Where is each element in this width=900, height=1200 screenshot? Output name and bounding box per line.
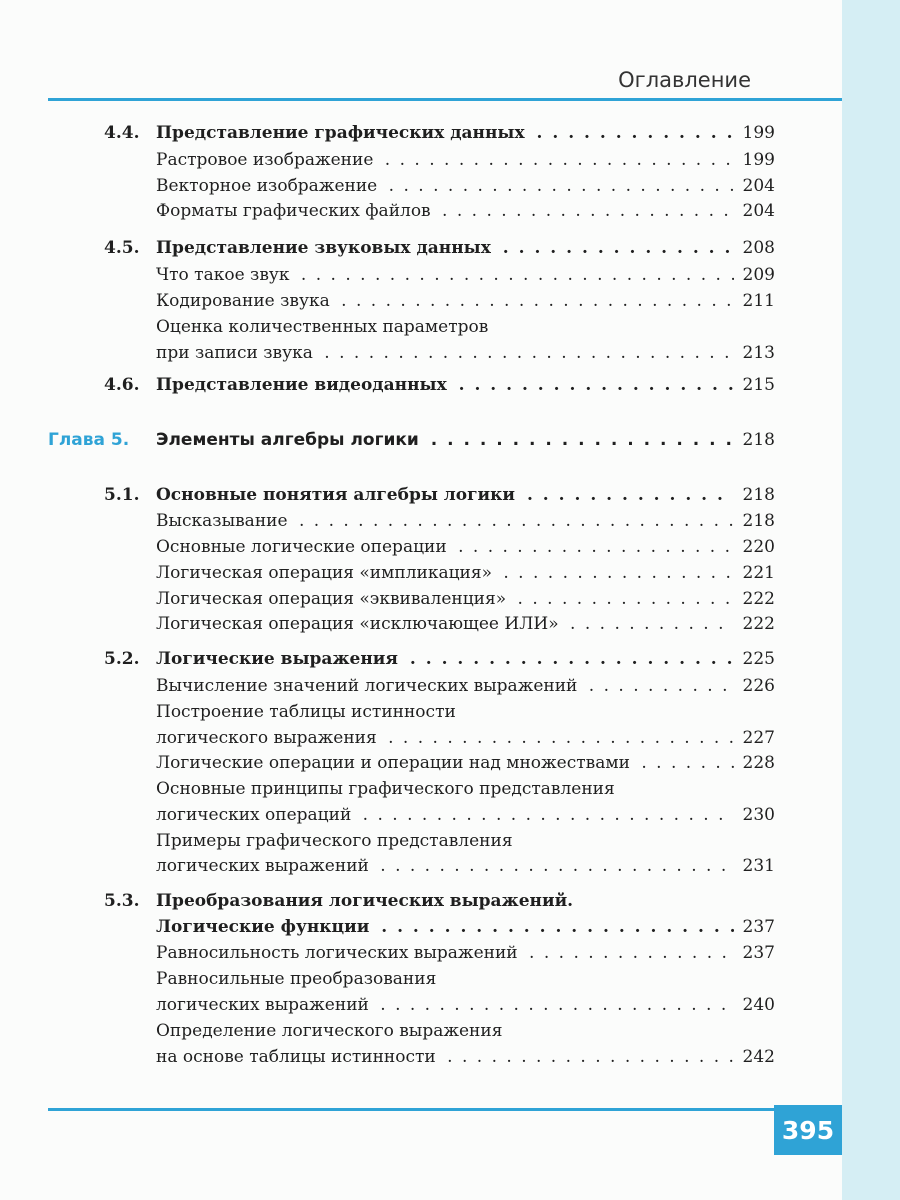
toc-entry-title: при записи звука . . .	[156, 340, 734, 366]
toc-entry-title: Определение логического выражения	[156, 1018, 734, 1044]
toc-entry-title: Кодирование звука . . .	[156, 288, 734, 314]
toc-section-number: 4.4.	[104, 123, 140, 143]
toc-entry-title: Логические функции . . .	[156, 914, 734, 940]
toc-page-number: 221	[742, 563, 775, 583]
toc-entry-title: Построение таблицы истинности	[156, 699, 734, 725]
toc-entry-title: Основные принципы графического представления	[156, 776, 734, 802]
toc-page-number: 215	[742, 375, 775, 395]
toc-entry-title: Логическая операция «исключающее ИЛИ» . . .	[156, 611, 734, 637]
toc-entry	[0, 940, 900, 966]
toc-section-number: 5.1.	[104, 485, 140, 505]
toc-entry-title: Основные логические операции . . .	[156, 534, 734, 560]
toc-entry-title: Форматы графических файлов . . .	[156, 198, 734, 224]
toc-entry-title: Оценка количественных параметров	[156, 314, 734, 340]
toc-page-number: 225	[742, 649, 775, 669]
toc-entry	[0, 853, 900, 879]
toc-entry-title: Логическая операция «эквиваленция» . . .	[156, 586, 734, 612]
toc-entry	[0, 673, 900, 699]
toc-entry	[0, 120, 900, 146]
toc-entry-title: Векторное изображение . . .	[156, 173, 734, 199]
toc-entry	[0, 372, 900, 398]
toc-entry-title: Представление звуковых данных . . .	[156, 235, 734, 261]
toc-page-number: 220	[742, 537, 775, 557]
toc-page-number: 218	[742, 430, 775, 450]
toc-section-number: 5.3.	[104, 891, 140, 911]
footer-rule	[48, 1108, 842, 1111]
toc-page-number: 230	[742, 805, 775, 825]
toc-page-number: 228	[742, 753, 775, 773]
toc-page-number: 237	[742, 917, 775, 937]
toc-page-number: 237	[742, 943, 775, 963]
toc-entry-title: Примеры графического представления	[156, 828, 734, 854]
toc-entry-title: на основе таблицы истинности . . .	[156, 1044, 734, 1070]
toc-entry-title: Равносильные преобразования	[156, 966, 734, 992]
running-header-title: Оглавление	[618, 68, 751, 92]
toc-page-number: 231	[742, 856, 775, 876]
toc-page-number: 218	[742, 485, 775, 505]
toc-entry-title: Основные понятия алгебры логики . . .	[156, 482, 734, 508]
toc-page-number: 226	[742, 676, 775, 696]
toc-entry-title: Представление видеоданных . . .	[156, 372, 734, 398]
toc-entry	[0, 288, 900, 314]
toc-entry-title: Логические выражения . . .	[156, 646, 734, 672]
toc-section-number: 4.6.	[104, 375, 140, 395]
toc-entry	[0, 198, 900, 224]
toc-page-number: 222	[742, 614, 775, 634]
toc-entry	[0, 427, 900, 453]
toc-entry-title: логических выражений . . .	[156, 992, 734, 1018]
toc-entry	[0, 508, 900, 534]
toc-page-number: 213	[742, 343, 775, 363]
toc-page-number: 204	[742, 201, 775, 221]
toc-entry-title: Высказывание . . .	[156, 508, 734, 534]
toc-entry	[0, 1044, 900, 1070]
toc-entry-title: логических выражений . . .	[156, 853, 734, 879]
toc-entry-title: Представление графических данных . . .	[156, 120, 734, 146]
toc-entry	[0, 750, 900, 776]
toc-entry	[0, 992, 900, 1018]
toc-entry-title: Вычисление значений логических выражений . . .	[156, 673, 734, 699]
toc-entry	[0, 888, 900, 914]
toc-entry	[0, 646, 900, 672]
toc-page-number: 199	[742, 150, 775, 170]
toc-page-number: 199	[742, 123, 775, 143]
toc-page-number: 211	[742, 291, 775, 311]
toc-entry	[0, 560, 900, 586]
toc-entry	[0, 314, 900, 340]
toc-entry	[0, 776, 900, 802]
toc-entry	[0, 173, 900, 199]
toc-page-number: 208	[742, 238, 775, 258]
toc-page-number: 242	[742, 1047, 775, 1067]
toc-entry	[0, 340, 900, 366]
page-number: 395	[774, 1105, 842, 1155]
toc-entry	[0, 482, 900, 508]
toc-section-number: 5.2.	[104, 649, 140, 669]
toc-page-number: 227	[742, 728, 775, 748]
toc-entry-title: Элементы алгебры логики . . .	[156, 427, 734, 453]
toc-page-number: 222	[742, 589, 775, 609]
toc-entry-title: Что такое звук . . .	[156, 262, 734, 288]
toc-entry	[0, 147, 900, 173]
toc-page-number: 204	[742, 176, 775, 196]
toc-section-number: 4.5.	[104, 238, 140, 258]
toc-entry	[0, 802, 900, 828]
toc-entry-title: Логические операции и операции над множествами . . .	[156, 750, 734, 776]
toc-chapter-label: Глава 5.	[48, 430, 130, 450]
toc-entry-title: Растровое изображение . . .	[156, 147, 734, 173]
toc-entry-title: Логическая операция «импликация» . . .	[156, 560, 734, 586]
toc-entry	[0, 586, 900, 612]
toc-entry	[0, 611, 900, 637]
toc-entry-title: Равносильность логических выражений . . .	[156, 940, 734, 966]
toc-page-number: 240	[742, 995, 775, 1015]
toc-entry-title: Преобразования логических выражений.	[156, 888, 734, 914]
toc-entry-title: логических операций . . .	[156, 802, 734, 828]
toc-entry	[0, 235, 900, 261]
toc-entry	[0, 725, 900, 751]
toc-entry	[0, 1018, 900, 1044]
toc-entry	[0, 262, 900, 288]
toc-entry	[0, 699, 900, 725]
toc-entry-title: логического выражения . . .	[156, 725, 734, 751]
toc-page-number: 218	[742, 511, 775, 531]
toc-entry	[0, 534, 900, 560]
toc-entry	[0, 914, 900, 940]
toc-entry	[0, 828, 900, 854]
toc-entry	[0, 966, 900, 992]
toc-page-number: 209	[742, 265, 775, 285]
